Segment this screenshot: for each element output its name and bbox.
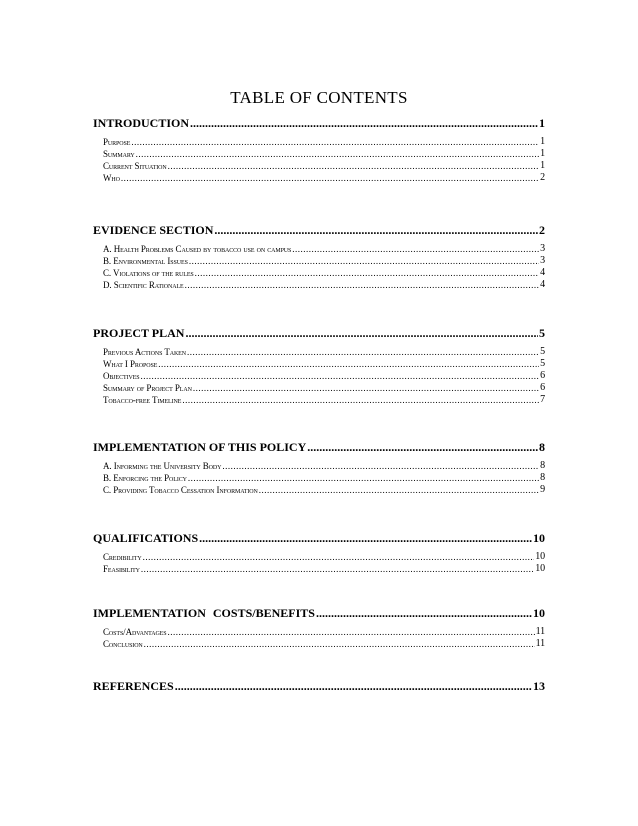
toc-item-label: Summary bbox=[103, 149, 135, 159]
toc-item-label: C. Providing Tobacco Cessation Information bbox=[103, 485, 258, 495]
dot-leader bbox=[222, 463, 539, 472]
toc-heading-page: 5 bbox=[539, 326, 545, 340]
toc-item-page: 1 bbox=[540, 148, 545, 159]
toc-item-page: 6 bbox=[540, 382, 545, 393]
dot-leader bbox=[168, 629, 535, 638]
toc-item-page: 3 bbox=[540, 255, 545, 266]
dot-leader bbox=[316, 608, 532, 620]
toc-item-page: 1 bbox=[540, 136, 545, 147]
toc-item-page: 8 bbox=[540, 472, 545, 483]
dot-leader bbox=[143, 554, 535, 563]
dot-leader bbox=[141, 566, 534, 575]
toc-item[interactable] bbox=[103, 148, 545, 160]
toc-heading[interactable] bbox=[93, 116, 545, 130]
toc-heading-label: QUALIFICATIONS bbox=[93, 531, 199, 545]
dot-leader bbox=[188, 475, 539, 484]
toc-item[interactable] bbox=[103, 136, 545, 148]
toc-item-page: 4 bbox=[540, 267, 545, 278]
toc-heading-page: 2 bbox=[539, 223, 545, 237]
dot-leader bbox=[121, 175, 539, 184]
toc-item[interactable] bbox=[103, 382, 545, 394]
toc-item[interactable] bbox=[103, 484, 545, 496]
toc-item-page: 5 bbox=[540, 346, 545, 357]
toc-item-label: B. Enforcing the Policy bbox=[103, 473, 187, 483]
dot-leader bbox=[199, 533, 532, 545]
toc-item-label: Tobacco-free Timeline bbox=[103, 395, 182, 405]
dot-leader bbox=[185, 282, 539, 291]
toc-item-label: C. Violations of the rules bbox=[103, 268, 194, 278]
toc-section-references bbox=[93, 679, 545, 693]
toc-item[interactable] bbox=[103, 370, 545, 382]
toc-item-label: A. Informing the University Body bbox=[103, 461, 222, 471]
toc-item[interactable] bbox=[103, 638, 545, 650]
dot-leader bbox=[144, 641, 535, 650]
toc-item[interactable] bbox=[103, 279, 545, 291]
dot-leader bbox=[136, 151, 539, 160]
toc-item-label: A. Health Problems Caused by tobacco use on campus bbox=[103, 244, 292, 254]
toc-heading[interactable] bbox=[93, 440, 545, 454]
dot-leader bbox=[195, 270, 539, 279]
toc-item-label: Costs/Advantages bbox=[103, 627, 167, 637]
page-title: TABLE OF CONTENTS bbox=[230, 88, 408, 107]
toc-item[interactable] bbox=[103, 267, 545, 279]
dot-leader bbox=[214, 225, 538, 237]
dot-leader bbox=[168, 163, 540, 172]
dot-leader bbox=[141, 373, 540, 382]
toc-item-label: Previous Actions Taken bbox=[103, 347, 186, 357]
toc-item-page: 11 bbox=[535, 638, 545, 649]
toc-heading-label: IMPLEMENTATION OF THIS POLICY bbox=[93, 440, 307, 454]
toc-heading[interactable] bbox=[93, 531, 545, 545]
dot-leader bbox=[185, 328, 538, 340]
toc-item-label: B. Environmental Issues bbox=[103, 256, 188, 266]
toc-section-implementation bbox=[93, 440, 545, 496]
toc-item-label: Purpose bbox=[103, 137, 131, 147]
toc-item-page: 7 bbox=[540, 394, 545, 405]
toc-item[interactable] bbox=[103, 358, 545, 370]
toc-item[interactable] bbox=[103, 472, 545, 484]
toc-item[interactable] bbox=[103, 626, 545, 638]
toc-heading[interactable] bbox=[93, 326, 545, 340]
dot-leader bbox=[131, 139, 539, 148]
toc-item-page: 1 bbox=[540, 160, 545, 171]
toc-item-page: 9 bbox=[540, 484, 545, 495]
toc-item-page: 6 bbox=[540, 370, 545, 381]
toc-item[interactable] bbox=[103, 160, 545, 172]
toc-section-qualifications bbox=[93, 531, 545, 575]
toc-item[interactable] bbox=[103, 255, 545, 267]
dot-leader bbox=[187, 349, 539, 358]
toc-item-label: D. Scientific Rationale bbox=[103, 280, 184, 290]
toc-item-page: 11 bbox=[535, 626, 545, 637]
toc-heading-label: IMPLEMENTATION COSTS/BENEFITS bbox=[93, 606, 315, 620]
toc-heading-page: 8 bbox=[539, 440, 545, 454]
toc-item-page: 10 bbox=[535, 551, 545, 562]
dot-leader bbox=[158, 361, 539, 370]
toc-heading-page: 13 bbox=[533, 679, 545, 693]
toc-item-label: What I Propose bbox=[103, 359, 158, 369]
toc-item[interactable] bbox=[103, 460, 545, 472]
toc-item-page: 5 bbox=[540, 358, 545, 369]
toc-heading-page: 10 bbox=[533, 606, 545, 620]
toc-heading-page: 1 bbox=[539, 116, 545, 130]
dot-leader bbox=[182, 397, 539, 406]
toc-heading[interactable] bbox=[93, 679, 545, 693]
dot-leader bbox=[259, 487, 539, 496]
dot-leader bbox=[292, 246, 539, 255]
toc-item-label: Who bbox=[103, 173, 120, 183]
toc-item-page: 2 bbox=[540, 172, 545, 183]
toc-item-label: Current Situation bbox=[103, 161, 167, 171]
toc-item-page: 3 bbox=[540, 243, 545, 254]
toc-heading-label: REFERENCES bbox=[93, 679, 174, 693]
toc-item[interactable] bbox=[103, 563, 545, 575]
toc-section-introduction bbox=[93, 116, 545, 184]
dot-leader bbox=[175, 681, 532, 693]
toc-item[interactable] bbox=[103, 394, 545, 406]
toc-heading-label: INTRODUCTION bbox=[93, 116, 190, 130]
toc-heading[interactable] bbox=[93, 606, 545, 620]
dot-leader bbox=[193, 385, 539, 394]
toc-heading-label: PROJECT PLAN bbox=[93, 326, 185, 340]
toc-heading[interactable] bbox=[93, 223, 545, 237]
toc-item-label: Summary of Project Plan bbox=[103, 383, 192, 393]
toc-item-label: Objectives bbox=[103, 371, 140, 381]
dot-leader bbox=[189, 258, 539, 267]
toc-item[interactable] bbox=[103, 346, 545, 358]
toc-heading-page: 10 bbox=[533, 531, 545, 545]
toc-item-page: 10 bbox=[535, 563, 545, 574]
dot-leader bbox=[190, 118, 538, 130]
toc-section-evidence bbox=[93, 223, 545, 291]
toc-item-page: 8 bbox=[540, 460, 545, 471]
toc-item-page: 4 bbox=[540, 279, 545, 290]
toc-item[interactable] bbox=[103, 551, 545, 563]
toc-heading-label: EVIDENCE SECTION bbox=[93, 223, 214, 237]
toc-item[interactable] bbox=[103, 172, 545, 184]
toc-item[interactable] bbox=[103, 243, 545, 255]
toc-item-label: Conclusion bbox=[103, 639, 143, 649]
dot-leader bbox=[307, 442, 538, 454]
toc-item-label: Credibility bbox=[103, 552, 142, 562]
toc-section-costs-benefits bbox=[93, 606, 545, 650]
toc-section-project-plan bbox=[93, 326, 545, 406]
toc-item-label: Feasibility bbox=[103, 564, 140, 574]
